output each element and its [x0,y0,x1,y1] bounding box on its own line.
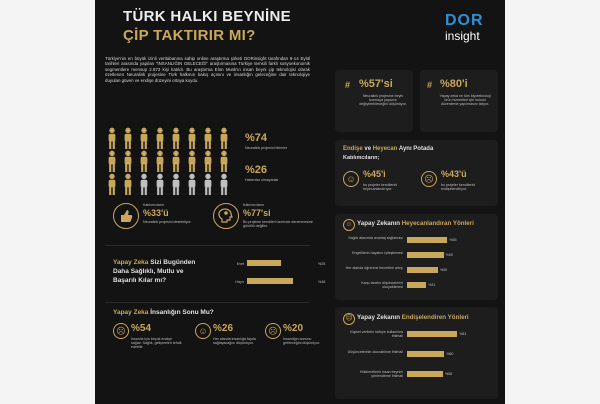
person-icon [105,150,119,172]
excite-pct: %45'i [363,169,386,179]
smile-face-icon: ☺ [195,323,211,339]
infographic-poster [95,0,505,404]
end-item-3-label: İnsanlığın sonunu getireceğini düşünüyor. [283,337,320,346]
end-item-2-pct: %26 [213,323,234,334]
happier-no-pct: %48 [318,280,326,284]
worrying-row-bar [407,351,444,357]
concern-excite-subtitle: Katılımcıların; [343,155,380,161]
sad-face-icon: ☹ [265,323,281,339]
concern-word: Endişe [343,146,363,152]
support-left-pct: %33'ü [143,208,169,218]
sad-face-icon: ☹ [421,171,437,187]
worrying-title [357,314,469,321]
exciting-row-bar [407,282,426,288]
happier-yes-label: Evet [236,262,244,266]
awareness-unaware-label: Haberdar olmayanlar [245,178,279,182]
intro-text: Türkiye'nin en büyük izinli veritabanına sahip online araştırma şirketi DORinsight tarafından 9-14 Eylül tarihleri arasında yapılan "İNSANLIĞIN GELECEĞİ" araştırmasına Türkiye temsili farklı sosyoekonomik segmentlere mensup 2.873 kişi katıldı. Bu araştırma Elon Musk'ın insan beyni çip teknolojisi olarak özetlenen Neuralink projesine Türk halkının bakış açısını ve insanlığın geleceğine dair teknolojiye duyulan güven ve endişe düzeyini ortaya koydu. [105,56,310,83]
excite-word: Heyecan [372,146,398,152]
end-title [113,309,214,316]
title-line-1: TÜRK HALKI BEYNİNE [123,8,291,25]
sad-face-icon: ☹ [113,323,129,339]
neuralink-left-pct: %57'si [359,78,393,90]
person-icon [121,150,135,172]
worrying-title-accent: Endişelendiren Yönleri [401,314,469,321]
brain-head-icon [213,203,239,229]
thumbs-up-icon [113,203,139,229]
concern-label: bu projeler kendilerini endişelendiriyor. [441,183,476,192]
happier-yes-bar [247,260,281,266]
person-icon [185,150,199,172]
happier-no-label: Hayır [235,280,244,284]
person-icon [201,150,215,172]
person-icon [137,127,151,149]
sad-face-icon: ☹ [343,313,355,325]
title-line-2: ÇİP TAKTIRIR MI? [123,27,256,44]
person-icon [105,173,119,195]
person-icon [153,173,167,195]
happier-title [113,258,223,285]
end-item-1-pct: %54 [131,323,152,334]
exciting-row-bar [407,237,447,243]
excite-label: bu projeler kendilerini heyecanlandırıyor. [363,183,398,192]
support-left-label: Neuralink projesini destekliyor. [143,220,192,224]
worrying-title-lead: Yapay Zekanın [357,314,402,321]
person-icon [153,150,167,172]
awareness-unaware-pct: %26 [245,164,268,176]
smile-face-icon: ☺ [343,171,359,187]
worrying-row-bar [407,331,457,337]
support-left-prefix: Katılımcıların [143,203,164,207]
brand-dor: DOR [445,12,484,29]
exciting-row-pct: %31 [428,283,436,287]
happier-no-bar [247,278,293,284]
worrying-row-pct: %60 [446,352,454,356]
happier-title-line3: Daha Sağlıklı, Mutlu ve [113,268,184,275]
concern-pct: %43'ü [441,169,467,179]
exciting-row-pct: %50 [440,268,448,272]
happier-title-rest: Sizi Bugünden [148,259,196,266]
support-right-pct: %77'si [243,208,271,218]
end-title-accent: Yapay Zeka [113,309,149,316]
neuralink-left-label: Neuralink projesine beyin kurmaya yapanın değiştirebileceğini düşünüyor. [359,94,407,107]
worrying-row-bar [407,371,443,377]
person-icon [201,127,215,149]
worrying-row-label: Hükümetlerin insan beynini yönlendirme ihtimali [359,370,403,379]
concern-and: ve [362,146,373,152]
end-item-2-label: Her alanda insanlığa fayda sağlayacağını düşünüyor. [213,337,256,346]
worrying-row-label: Düşüncelerinin okunabilme ihtimali [347,350,403,354]
awareness-know-label: Neuralink projesini bilenler [245,146,288,150]
happier-title-accent: Yapay Zeka [113,259,149,266]
smile-face-icon: ☺ [343,219,355,231]
person-icon [153,127,167,149]
happier-yes-pct: %25 [318,262,326,266]
person-icon [121,173,135,195]
person-icon [137,150,151,172]
exciting-row-pct: %59 [445,253,453,257]
happier-title-line4: Başarılı Kılar mı? [113,277,167,284]
support-right-label: Bu projenin kendileri üzerinde denenmesine gönüllü değiller. [243,220,313,229]
worrying-row-label: Kişisel verilerin kötüye kullanılma ihtimali [350,330,403,339]
person-icon [169,150,183,172]
people-icons [105,127,235,197]
person-icon [201,173,215,195]
neuralink-right-label: Yapay zeka ve tüm biyoteknoloji ürün hizmetleri için hukuki düzenleme yapılmasını istiyor. [439,94,491,107]
exciting-title [357,220,474,227]
exciting-title-lead: Yapay Zekanın [357,220,402,227]
end-title-rest: İnsanlığın Sonu Mu? [148,309,214,316]
exciting-row-bar [407,267,438,273]
exciting-row-pct: %65 [449,238,457,242]
person-icon [217,150,231,172]
end-item-1-label: İnsanlık için birçok endişe sağlar. Sağlık, gelişmeleri tehdit edebilir. [131,337,182,350]
concern-excite-title [343,146,433,152]
hashtag-icon: # [427,80,433,90]
exciting-row-label: Her alanda öğrenme becerileri artışı [345,266,403,270]
worrying-row-pct: %81 [459,332,467,336]
person-icon [121,127,135,149]
person-icon [185,127,199,149]
exciting-title-accent: Heyecanlandıran Yönleri [401,220,474,227]
worrying-row-pct: %58 [444,372,453,376]
hashtag-icon: # [345,80,351,90]
exciting-row-label: Engellilerin hayatını iyileştirmesi [352,251,403,255]
neuralink-right-pct: %80'i [440,78,468,90]
brand-insight: insight [445,29,480,43]
person-icon [217,173,231,195]
person-icon [169,127,183,149]
awareness-know-pct: %74 [245,132,268,144]
exciting-row-label: Karşı tarafın düşüncelerini okuyabilmesi [361,281,403,290]
divider [105,245,310,246]
divider [105,302,310,303]
end-item-3-pct: %20 [283,323,304,334]
person-icon [137,173,151,195]
concern-excite-rest: Aynı Potada [397,146,434,152]
person-icon [217,127,231,149]
exciting-row-label: Sağlık alanında avantaj sağlaması [348,236,403,240]
person-icon [105,127,119,149]
person-icon [169,173,183,195]
person-icon [185,173,199,195]
exciting-row-bar [407,252,444,258]
support-right-prefix: Katılımcıların [243,203,264,207]
